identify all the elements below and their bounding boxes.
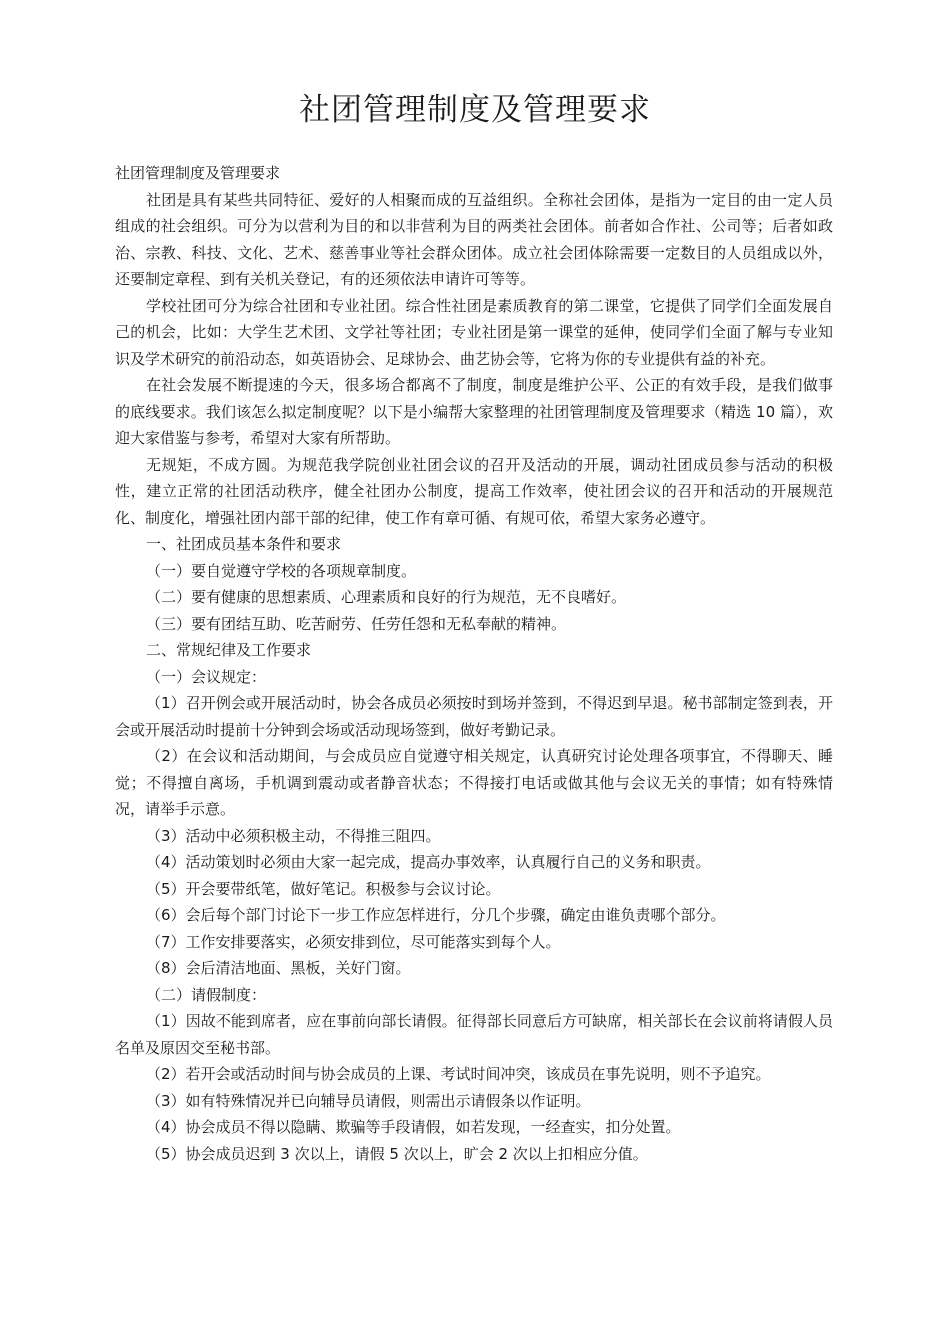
document-title: 社团管理制度及管理要求 <box>299 92 651 128</box>
list-item: （3）活动中必须积极主动，不得推三阻四。 <box>146 826 441 845</box>
section-heading-1: 一、社团成员基本条件和要求 <box>146 535 342 553</box>
section-heading-2: 二、常规纪律及工作要求 <box>146 641 312 659</box>
list-item: （7）工作安排要落实，必须安排到位，尽可能落实到每个人。 <box>146 932 561 951</box>
list-item: （3）如有特殊情况并已向辅导员请假，则需出示请假条以作证明。 <box>146 1091 591 1110</box>
list-item: （6）会后每个部门讨论下一步工作应怎样进行，分几个步骤，确定由谁负责哪个部分。 <box>146 906 726 924</box>
subsection-heading-meeting: （一）会议规定： <box>146 667 267 686</box>
document-body <box>115 160 833 1167</box>
list-item: （二）要有健康的思想素质、心理素质和良好的行为规范，无不良嗜好。 <box>146 588 627 606</box>
list-item: （4）活动策划时必须由大家一起完成，提高办事效率，认真履行自己的义务和职责。 <box>146 853 711 871</box>
list-item: （4）协会成员不得以隐瞒、欺骗等手段请假，如若发现，一经查实，扣分处置。 <box>146 1118 681 1136</box>
paragraph-intro: 社团是具有某些共同特征、爱好的人相聚而成的互益组织。全称社会团体，是指为一定目的由一定人员组成的社会组织。可分为以营利为目的和以非营利为目的两类社会团体。前者如合作社、公司等；后者如政治、宗教、科技、文化、艺术、慈善事业等社会群众团体。成立社会团体除需要一定数目的人员组成以外，还要制定章程、到有关机关登记，有的还须依法申请许可等等。 <box>115 190 833 288</box>
paragraph-school-clubs: 学校社团可分为综合社团和专业社团。综合性社团是素质教育的第二课堂，它提供了同学们全面发展自己的机会，比如：大学生艺术团、文学社等社团；专业社团是第一课堂的延伸，使同学们全面了解与专业知识及学术研究的前沿动态，如英语协会、足球协会、曲艺协会等，它将为你的专业提供有益的补充。 <box>115 296 833 368</box>
paragraph-purpose: 无规矩，不成方圆。为规范我学院创业社团会议的召开及活动的开展，调动社团成员参与活动的积极性，建立正常的社团活动秩序，健全社团办公制度，提高工作效率，使社团会议的召开和活动的开展规范化、制度化，增强社团内部干部的纪律，使工作有章可循、有规可依，希望大家务必遵守。 <box>115 455 833 527</box>
list-item: （2）在会议和活动期间，与会成员应自觉遵守相关规定，认真研究讨论处理各项事宜，不得聊天、睡觉；不得擅自离场，手机调到震动或者静音状态；不得接打电话或做其他与会议无关的事情；如有特殊情况，请举手示意。 <box>115 747 833 818</box>
document-subtitle: 社团管理制度及管理要求 <box>115 164 281 182</box>
list-item: （1）因故不能到席者，应在事前向部长请假。征得部长同意后方可缺席，相关部长在会议前将请假人员名单及原因交至秘书部。 <box>115 1012 833 1057</box>
list-item: （一）要自觉遵守学校的各项规章制度。 <box>146 561 417 580</box>
list-item: （8）会后清洁地面、黑板，关好门窗。 <box>146 959 411 977</box>
list-item: （5）开会要带纸笔，做好笔记。积极参与会议讨论。 <box>146 879 501 898</box>
list-item: （三）要有团结互助、吃苦耐劳、任劳任怨和无私奉献的精神。 <box>146 614 567 633</box>
paragraph-rules-importance: 在社会发展不断提速的今天，很多场合都离不了制度，制度是维护公平、公正的有效手段，是我们做事的底线要求。我们该怎么拟定制度呢？以下是小编帮大家整理的社团管理制度及管理要求（精选 10 篇），欢迎大家借鉴与参考，希望对大家有所帮助。 <box>115 376 833 447</box>
list-item: （1）召开例会或开展活动时，协会各成员必须按时到场并签到，不得迟到早退。秘书部制定签到表，开会或开展活动时提前十分钟到会场或活动现场签到，做好考勤记录。 <box>115 694 833 739</box>
list-item: （5）协会成员迟到 3 次以上，请假 5 次以上，旷会 2 次以上扣相应分值。 <box>146 1144 648 1163</box>
list-item: （2）若开会或活动时间与协会成员的上课、考试时间冲突，该成员在事先说明，则不予追究。 <box>146 1065 771 1083</box>
subsection-heading-leave: （二）请假制度： <box>146 985 267 1004</box>
